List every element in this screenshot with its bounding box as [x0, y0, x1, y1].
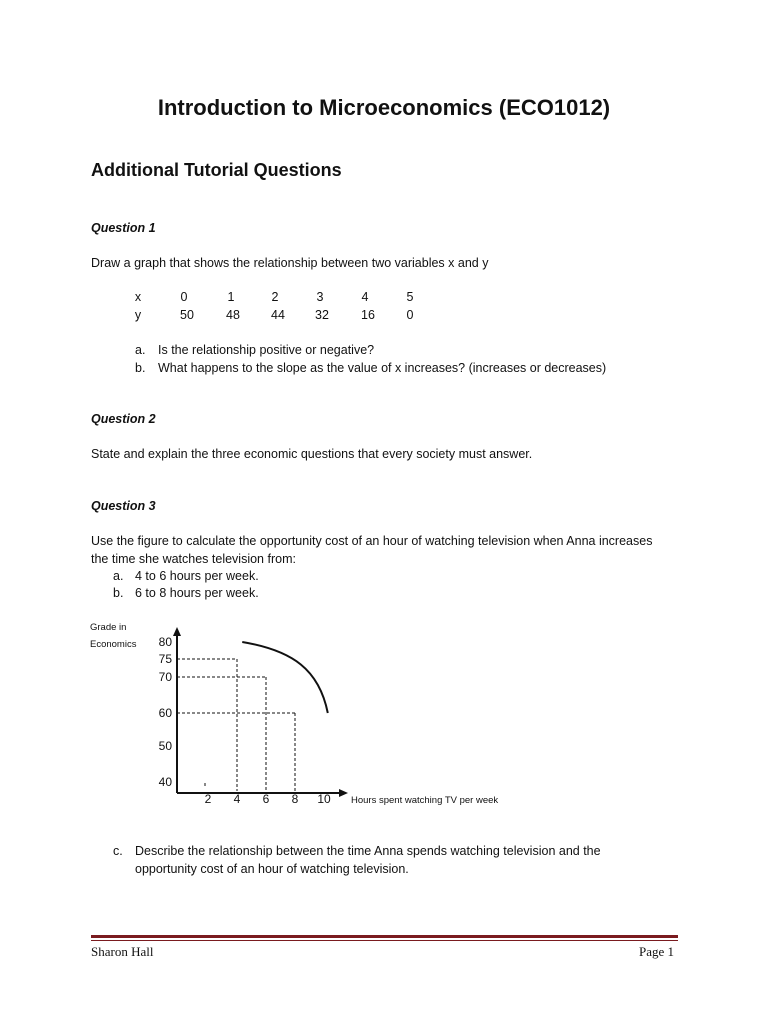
x-axis-label: Hours spent watching TV per week — [351, 795, 499, 806]
list-marker: b. — [113, 586, 124, 600]
table-x-cell: 2 — [271, 290, 279, 304]
list-item: 4 to 6 hours per week. — [135, 569, 259, 583]
y-tick-label: 70 — [158, 670, 172, 684]
table-y-cell: 48 — [226, 308, 240, 322]
list-marker: b. — [135, 361, 146, 375]
question-1-heading: Question 1 — [91, 221, 156, 235]
y-tick-label: 80 — [158, 635, 172, 649]
x-axis-arrow-icon — [339, 789, 348, 797]
list-item: Describe the relationship between the time Anna spends watching television and the — [135, 844, 601, 858]
list-item: 6 to 8 hours per week. — [135, 586, 259, 600]
y-tick-label: 75 — [158, 652, 172, 666]
table-y-label: y — [134, 308, 142, 322]
table-x-cell: 0 — [180, 290, 188, 304]
question-3-heading: Question 3 — [91, 499, 156, 513]
footer-page-number: Page 1 — [639, 944, 675, 959]
y-tick-label: 60 — [158, 706, 172, 720]
y-tick-label: 50 — [158, 739, 172, 753]
document-title: Introduction to Microeconomics (ECO1012) — [157, 95, 611, 120]
table-x-cell: 3 — [316, 290, 324, 304]
y-tick-label: 40 — [158, 775, 172, 789]
table-x-cell: 1 — [227, 290, 235, 304]
y-axis-label-line2: Economics — [90, 639, 137, 650]
question-2-prompt: State and explain the three economic questions that every society must answer. — [91, 447, 533, 461]
question-3-prompt-line2: the time she watches television from: — [91, 552, 296, 566]
list-item: What happens to the slope as the value of x increases? (increases or decreases) — [158, 361, 607, 375]
footer-author: Sharon Hall — [91, 944, 154, 959]
x-tick-label: 2 — [204, 792, 212, 806]
table-y-cell: 0 — [406, 308, 414, 322]
document-subtitle: Additional Tutorial Questions — [91, 160, 342, 180]
table-x-cell: 4 — [361, 290, 369, 304]
question-2-heading: Question 2 — [91, 412, 156, 426]
x-tick-label: 10 — [317, 792, 331, 806]
list-item: opportunity cost of an hour of watching television. — [135, 862, 409, 876]
table-y-cell: 50 — [180, 308, 194, 322]
x-tick-label: 6 — [262, 792, 270, 806]
question-1-prompt: Draw a graph that shows the relationship between two variables x and y — [91, 256, 489, 270]
footer-rule — [91, 935, 678, 938]
list-marker: a. — [135, 343, 146, 357]
table-x-label: x — [134, 290, 142, 304]
x-tick-label: 8 — [291, 792, 299, 806]
list-item: Is the relationship positive or negative? — [158, 343, 375, 357]
x-tick-label: 4 — [233, 792, 241, 806]
list-marker: a. — [113, 569, 124, 583]
table-y-cell: 16 — [361, 308, 375, 322]
list-marker: c. — [113, 844, 123, 858]
frontier-curve — [242, 642, 328, 713]
question-3-prompt-line1: Use the figure to calculate the opportunity cost of an hour of watching television when Anna increases — [91, 534, 653, 548]
table-x-cell: 5 — [406, 290, 414, 304]
table-y-cell: 44 — [271, 308, 285, 322]
y-axis-arrow-icon — [173, 627, 181, 636]
table-y-cell: 32 — [315, 308, 329, 322]
footer-rule-thin — [91, 940, 678, 941]
y-axis-label-line1: Grade in — [90, 622, 127, 633]
